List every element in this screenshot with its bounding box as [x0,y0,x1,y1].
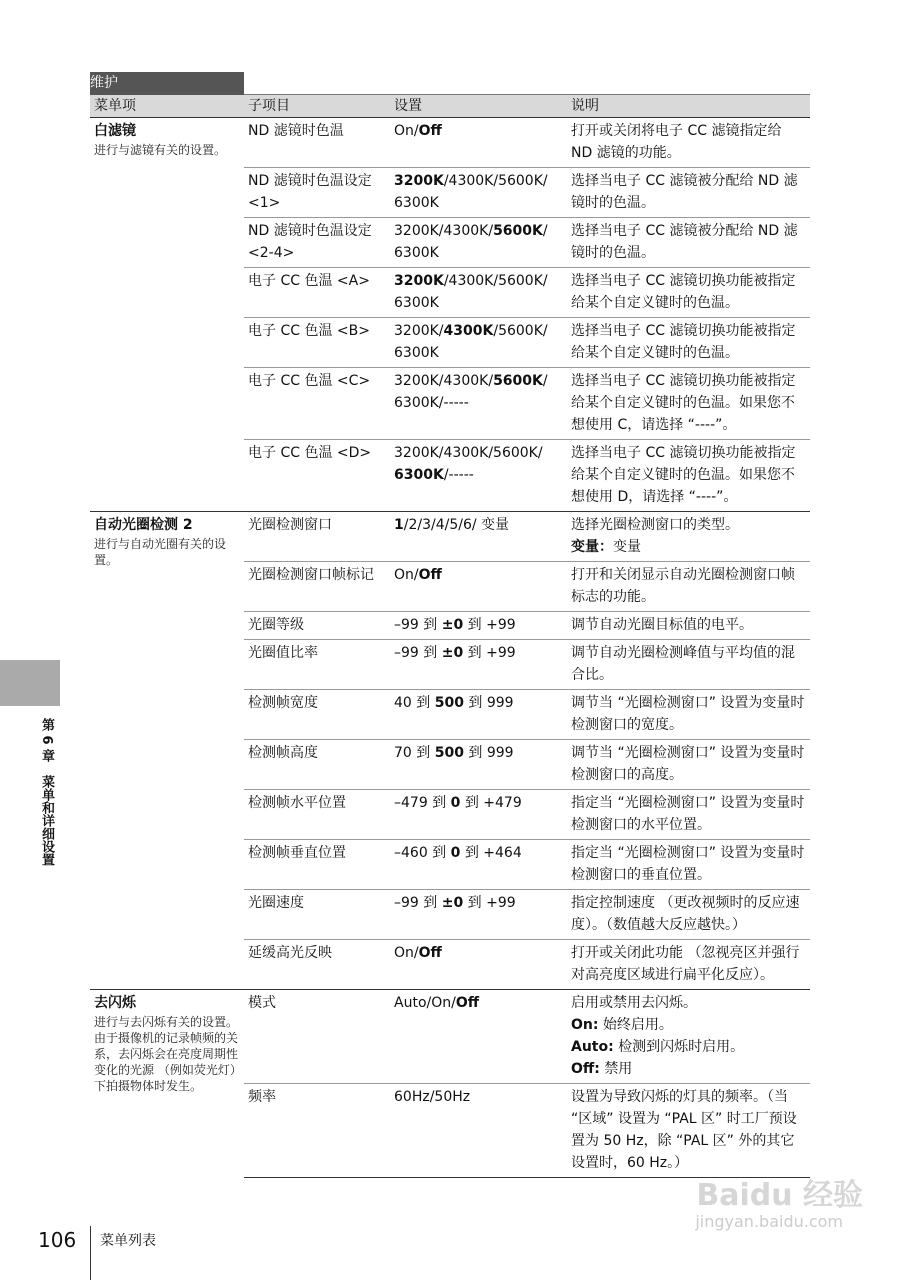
setting-value: Auto/On/Off [390,990,567,1084]
footer-title: 菜单列表 [100,1233,156,1249]
description: 设置为导致闪烁的灯具的频率。（当 “区域” 设置为 “PAL 区” 时工厂预设置为 50 Hz，除 “PAL 区” 外的其它设置时，60 Hz。） [567,1084,810,1178]
sub-item: 光圈检测窗口 [244,512,390,562]
header-desc: 说明 [567,95,810,118]
watermark-logo: Baidu 经验 [696,1178,863,1213]
description: 选择当电子 CC 滤镜切换功能被指定给某个自定义键时的色温。如果您不想使用 D，请选择 “----”。 [567,440,810,512]
description: 打开或关闭此功能 （忽视亮区并强行对高亮度区域进行扁平化反应）。 [567,940,810,990]
chapter-label: 第 6 章 菜单和详细设置 [39,718,54,867]
chapter-tab [0,660,60,706]
setting-value: On/Off [390,940,567,990]
menu-table [90,72,810,1178]
menu-item-title: 白滤镜 [94,123,136,139]
description: 选择当电子 CC 滤镜切换功能被指定给某个自定义键时的色温。 [567,318,810,368]
description: 调节自动光圈目标值的电平。 [567,612,810,640]
sub-item: 光圈等级 [244,612,390,640]
column-header-row [90,95,810,118]
sub-item: 光圈速度 [244,890,390,940]
menu-item-cell [90,990,244,1178]
setting-value: 3200K/4300K/5600K/ 6300K/----- [390,440,567,512]
setting-value: On/Off [390,118,567,168]
sub-item: ND 滤镜时色温设定 <1> [244,168,390,218]
sub-item: 频率 [244,1084,390,1178]
description: 选择当电子 CC 滤镜切换功能被指定给某个自定义键时的色温。如果您不想使用 C，请选择 “----”。 [567,368,810,440]
menu-item-desc: 进行与自动光圈有关的设置。 [94,537,227,567]
sub-item: 电子 CC 色温 <B> [244,318,390,368]
setting-value: 3200K/4300K/5600K/ 6300K [390,268,567,318]
setting-value: 3200K/4300K/5600K/ 6300K [390,168,567,218]
section-header-row [90,72,810,95]
sub-item: 检测帧水平位置 [244,790,390,840]
table-row [90,990,810,1084]
page-number: 106 [38,1228,77,1252]
setting-value: 3200K/4300K/5600K/ 6300K/----- [390,368,567,440]
sub-item: ND 滤镜时色温设定 <2-4> [244,218,390,268]
header-sub: 子项目 [244,95,390,118]
description: 选择当电子 CC 滤镜切换功能被指定给某个自定义键时的色温。 [567,268,810,318]
menu-item-desc: 进行与去闪烁有关的设置。由于摄像机的记录帧频的关系，去闪烁会在亮度周期性变化的光源 （例如荧光灯）下拍摄物体时发生。 [94,1015,239,1093]
menu-item-title: 去闪烁 [94,995,136,1011]
setting-value: 40 到 500 到 999 [390,690,567,740]
sub-item: 电子 CC 色温 <C> [244,368,390,440]
setting-value: 3200K/4300K/5600K/ 6300K [390,218,567,268]
sub-item: 光圈值比率 [244,640,390,690]
header-setting: 设置 [390,95,567,118]
menu-item-cell [90,118,244,512]
description: 打开或关闭将电子 CC 滤镜指定给 ND 滤镜的功能。 [567,118,810,168]
description: 打开和关闭显示自动光圈检测窗口帧标志的功能。 [567,562,810,612]
sub-item: 电子 CC 色温 <A> [244,268,390,318]
setting-value: 3200K/4300K/5600K/ 6300K [390,318,567,368]
setting-value: 60Hz/50Hz [390,1084,567,1178]
setting-value: 1/2/3/4/5/6/ 变量 [390,512,567,562]
sub-item: 检测帧宽度 [244,690,390,740]
watermark-url: jingyan.baidu.com [695,1212,843,1231]
setting-value: –99 到 ±0 到 +99 [390,640,567,690]
description: 指定控制速度 （更改视频时的反应速度）。（数值越大反应越快。） [567,890,810,940]
sub-item: 光圈检测窗口帧标记 [244,562,390,612]
setting-value: –460 到 0 到 +464 [390,840,567,890]
section-title: 维护 [90,72,244,95]
description: 指定当 “光圈检测窗口” 设置为变量时检测窗口的垂直位置。 [567,840,810,890]
sub-item: 延缓高光反映 [244,940,390,990]
description: 启用或禁用去闪烁。 On: 始终启用。 Auto: 检测到闪烁时启用。 Off: 禁用 [567,990,810,1084]
sub-item: 检测帧垂直位置 [244,840,390,890]
description: 调节当 “光圈检测窗口” 设置为变量时检测窗口的宽度。 [567,690,810,740]
description: 选择光圈检测窗口的类型。 变量：变量 [567,512,810,562]
setting-value: 70 到 500 到 999 [390,740,567,790]
sub-item: 检测帧高度 [244,740,390,790]
table-row [90,118,810,168]
description: 调节当 “光圈检测窗口” 设置为变量时检测窗口的高度。 [567,740,810,790]
setting-value: On/Off [390,562,567,612]
sub-item: ND 滤镜时色温 [244,118,390,168]
setting-value: –479 到 0 到 +479 [390,790,567,840]
menu-item-cell [90,512,244,990]
menu-item-desc: 进行与滤镜有关的设置。 [94,143,227,157]
setting-value: –99 到 ±0 到 +99 [390,612,567,640]
sub-item: 模式 [244,990,390,1084]
description: 选择当电子 CC 滤镜被分配给 ND 滤镜时的色温。 [567,168,810,218]
menu-item-title: 自动光圈检测 2 [94,517,193,533]
description: 指定当 “光圈检测窗口” 设置为变量时检测窗口的水平位置。 [567,790,810,840]
header-item: 菜单项 [90,95,244,118]
description: 选择当电子 CC 滤镜被分配给 ND 滤镜时的色温。 [567,218,810,268]
sub-item: 电子 CC 色温 <D> [244,440,390,512]
table-row [90,512,810,562]
description: 调节自动光圈检测峰值与平均值的混合比。 [567,640,810,690]
setting-value: –99 到 ±0 到 +99 [390,890,567,940]
footer-divider [90,1226,91,1280]
